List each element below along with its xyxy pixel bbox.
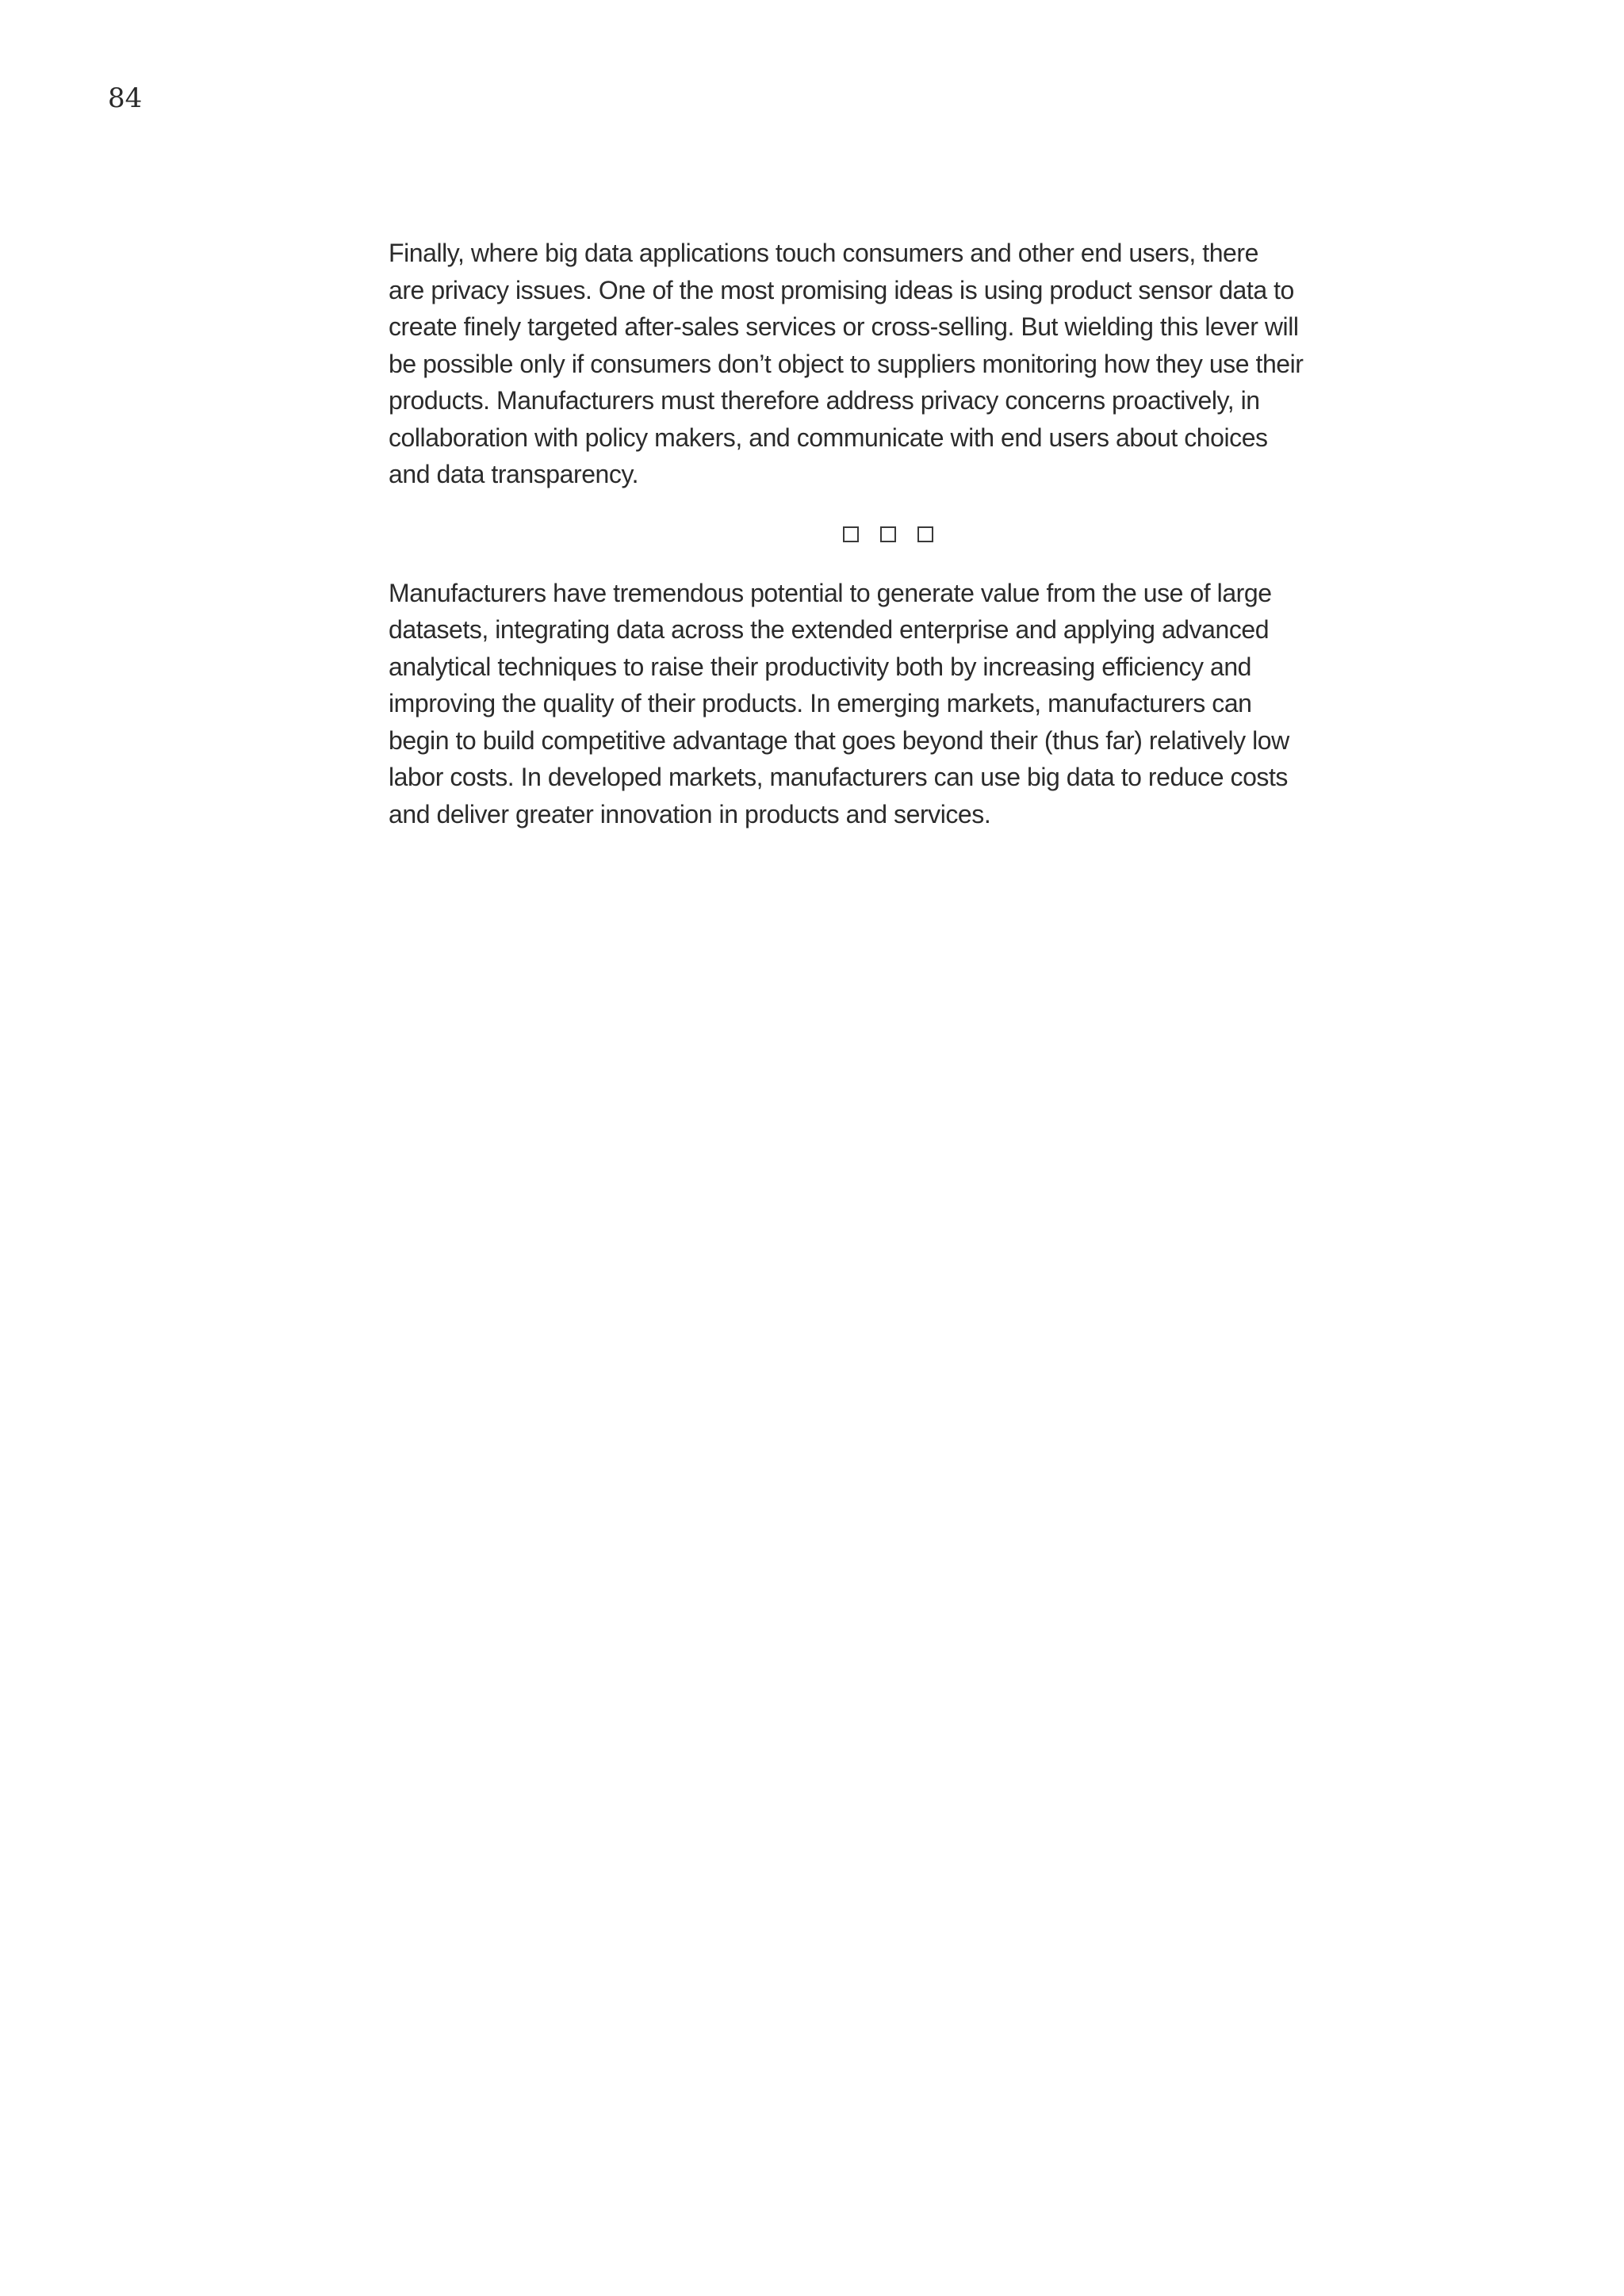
paragraph-line: Manufacturers have tremendous potential to generate value from the use of large — [389, 578, 1272, 607]
paragraph-line: collaboration with policy makers, and communicate with end users about choices — [389, 423, 1268, 452]
paragraph-line: Finally, where big data applications touch consumers and other end users, there — [389, 239, 1258, 267]
body-text-column — [389, 235, 1364, 832]
paragraph-line: products. Manufacturers must therefore address privacy concerns proactively, in — [389, 386, 1260, 415]
paragraph-line: are privacy issues. One of the most promising ideas is using product sensor data to — [389, 275, 1294, 304]
paragraph-line: analytical techniques to raise their productivity both by increasing efficiency and — [389, 652, 1252, 681]
paragraph-line: datasets, integrating data across the extended enterprise and applying advanced — [389, 615, 1270, 644]
paragraph-line: be possible only if consumers don’t object to suppliers monitoring how they use their — [389, 349, 1304, 378]
square-icon — [917, 526, 933, 542]
page-number: 84 — [108, 82, 143, 114]
paragraph-line: create finely targeted after-sales services or cross-selling. But wielding this lever will — [389, 312, 1299, 341]
square-icon — [880, 526, 896, 542]
paragraph-line: and data transparency. — [389, 460, 639, 488]
square-icon — [843, 526, 859, 542]
paragraph-line: improving the quality of their products. In emerging markets, manufacturers can — [389, 689, 1252, 718]
paragraph-line: and deliver greater innovation in products and services. — [389, 799, 991, 828]
paragraph-line: labor costs. In developed markets, manufacturers can use big data to reduce costs — [389, 763, 1288, 791]
paragraph-conclusion — [389, 575, 1364, 833]
section-break-separator — [389, 525, 1364, 544]
paragraph-line: begin to build competitive advantage that goes beyond their (thus far) relatively low — [389, 725, 1289, 755]
paragraph-privacy — [389, 235, 1364, 493]
